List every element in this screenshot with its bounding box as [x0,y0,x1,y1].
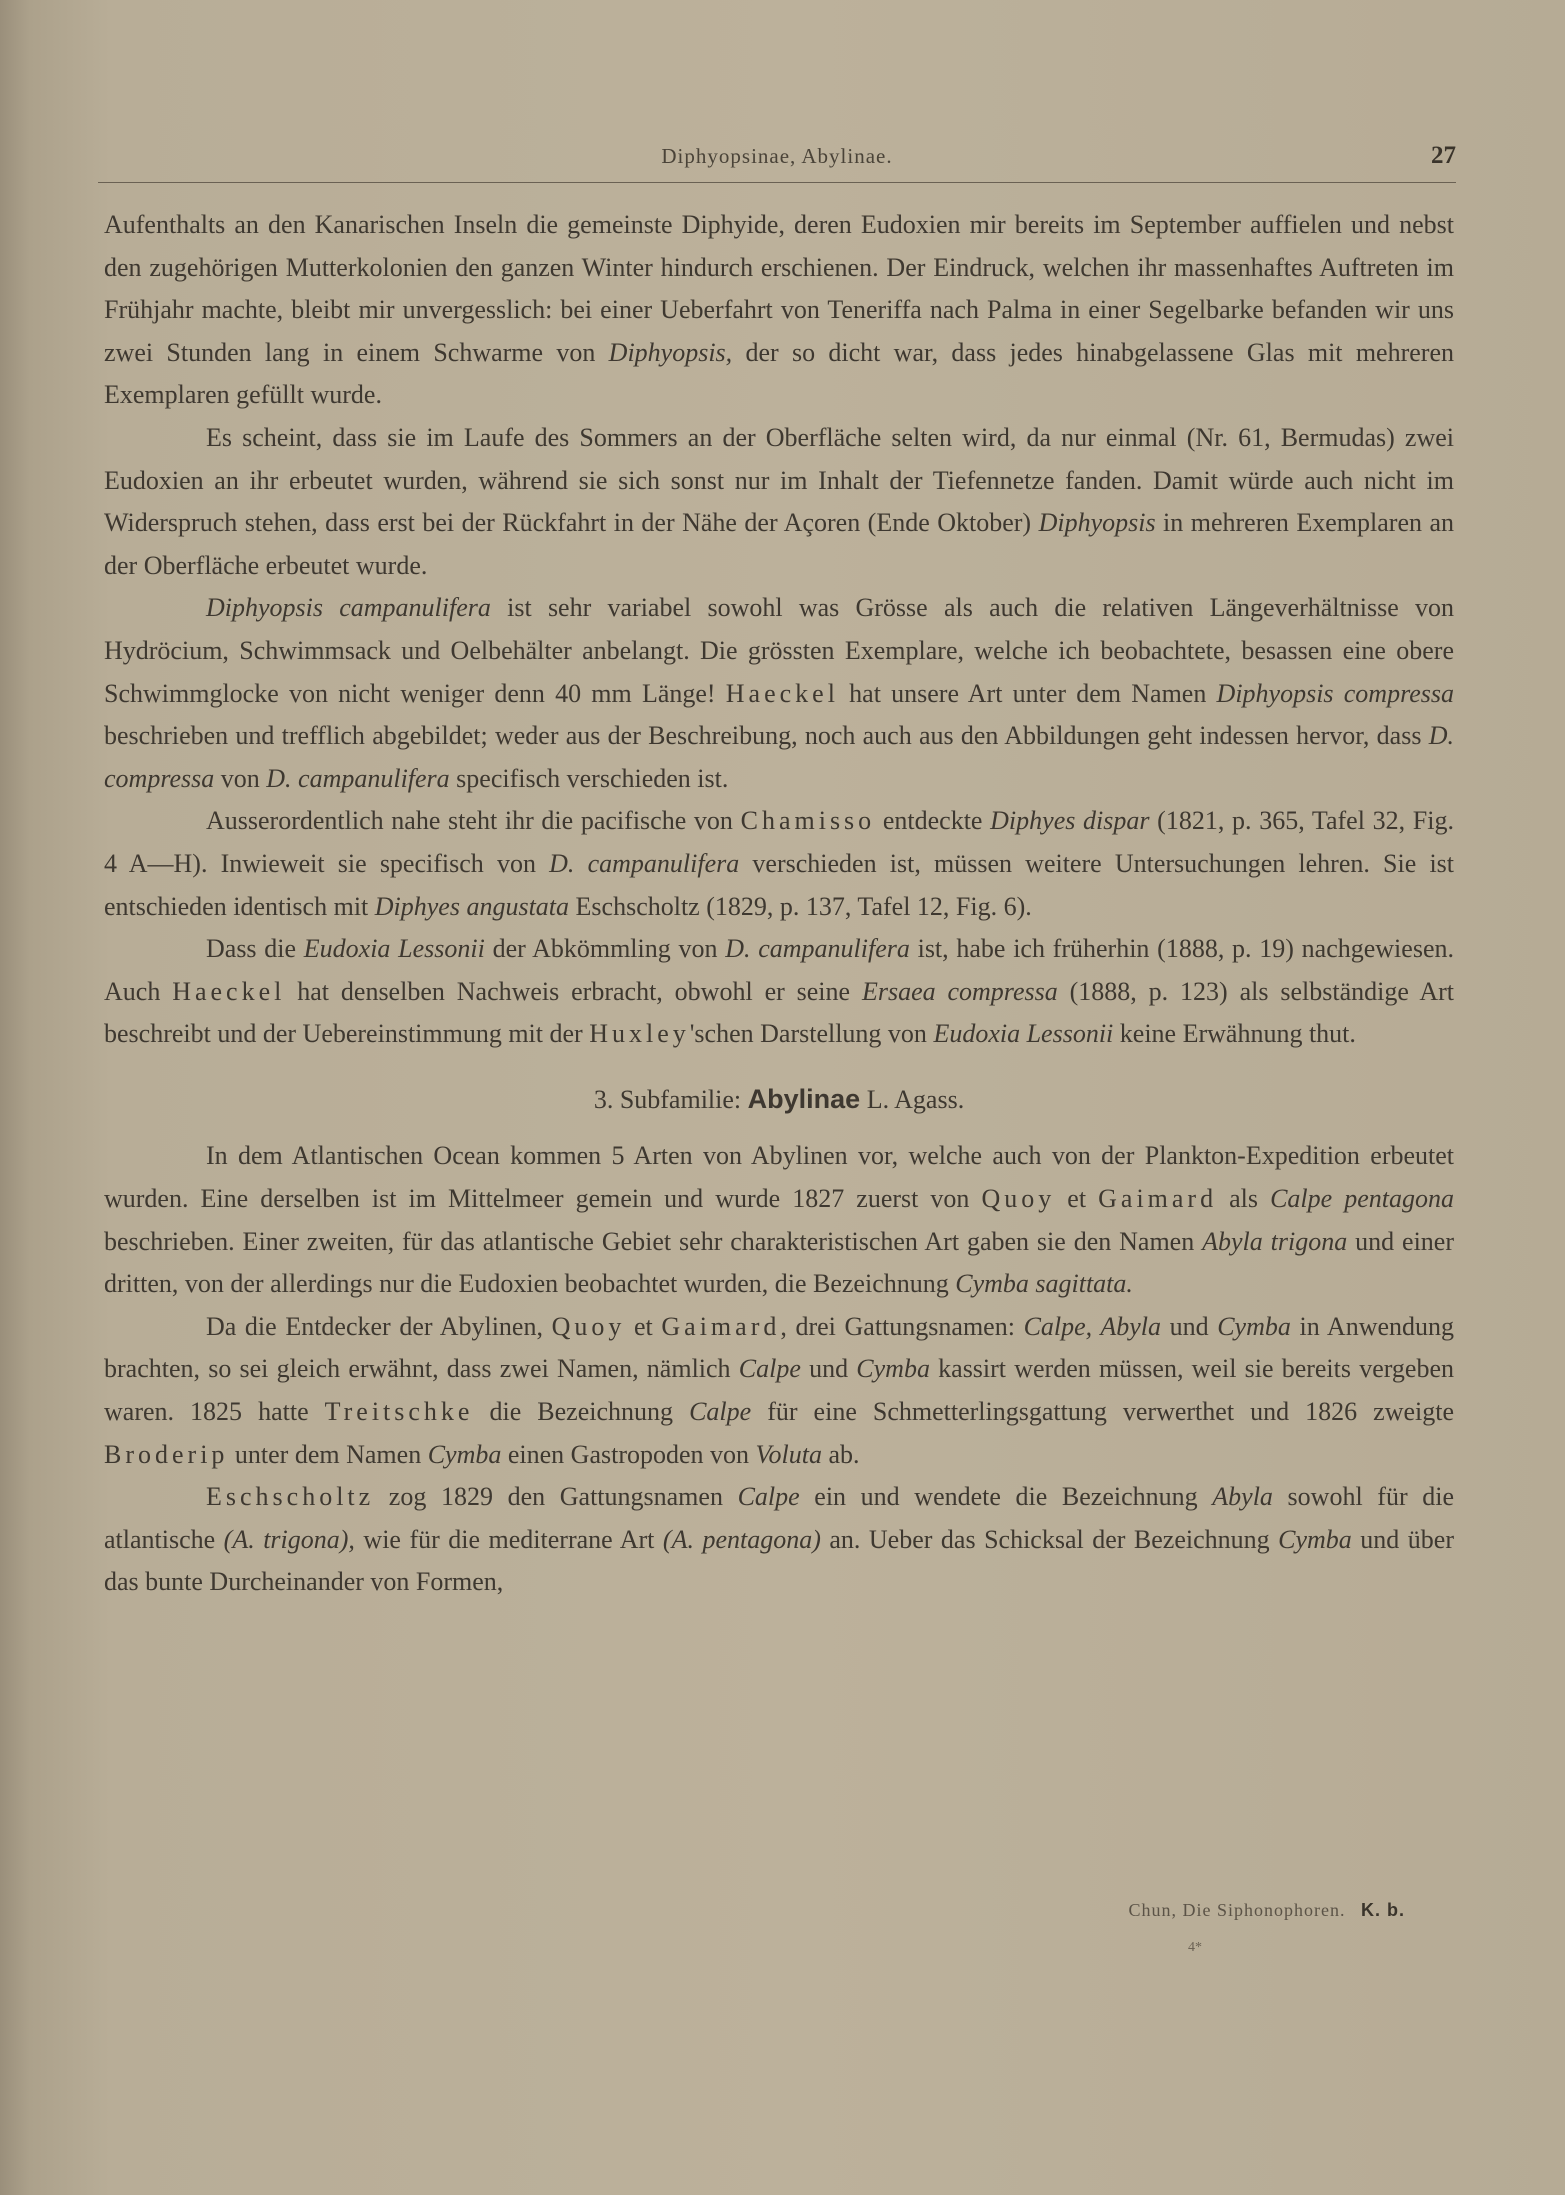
text-run: als [1217,1184,1271,1214]
text-run: et [1055,1184,1099,1214]
italic-text: Voluta [755,1439,822,1469]
italic-text: Calpe, Abyla [1023,1311,1161,1341]
spaced-name: Haeckel [172,976,286,1006]
text-run: , drei Gattungsnamen: [780,1311,1024,1341]
italic-text: (A. trigona), [223,1524,355,1554]
text-run: ein und wendete die Bezeichnung [799,1482,1213,1512]
paragraph [104,1135,1454,1305]
text-run: hat denselben Nachweis erbracht, obwohl er seine [285,976,862,1006]
section-name: Abylinae [747,1083,861,1114]
italic-text: Cymba [1217,1311,1291,1341]
text-run: ist, habe ich früherhin (1888, p. 19) nachgewiesen. Auch [104,934,1454,1006]
spaced-name: Quoy [551,1311,626,1341]
signature-line [1129,1900,1406,1921]
paragraph [104,587,1454,800]
italic-text: Ersaea compressa [861,976,1058,1006]
text-run: der so dicht war, dass jedes hinabgelassene Glas mit mehreren Exemplaren gefüllt wurde. [104,337,1454,410]
text-run: Eschscholtz (1829, p. 137, Tafel 12, Fig. 6). [569,891,1032,921]
text-run: sowohl für die atlantische [104,1482,1455,1554]
text-run: an. Ueber das Schicksal der Bezeichnung [820,1524,1279,1554]
spaced-name: Treitschke [324,1397,474,1427]
italic-text: Diphyopsis compressa [1216,678,1455,708]
italic-text: Calpe [689,1397,752,1427]
italic-text: Abyla trigona [1202,1226,1348,1256]
paragraph [104,1476,1454,1604]
italic-text: D. campanulifera [725,934,910,964]
text-run: et [625,1311,662,1341]
italic-text: Diphyopsis, [608,337,733,367]
text-run: (1888, p. 123) als selbständige Art beschreibt und der Uebereinstimmung mit der [104,976,1454,1049]
italic-text: Cymba [856,1354,930,1384]
italic-text: Diphyes angustata [374,891,570,921]
spaced-name: Haeckel [725,678,839,708]
text-run: und [800,1354,857,1384]
italic-text: Diphyopsis campanulifera [206,593,491,623]
text-run: (1821, p. 365, Tafel 32, Fig. 4 A—H). Inwieweit sie specifisch von [104,806,1454,878]
text-run: verschieden ist, müssen weitere Untersuchungen lehren. Sie ist entschieden identisch mit [104,848,1455,921]
paragraph [104,928,1454,1056]
text-run: für eine Schmetterlingsgattung verwerthet und 1826 zweigte [751,1397,1454,1427]
italic-text: Eudoxia Lessonii [303,934,485,964]
italic-text: Abyla [1212,1482,1273,1512]
italic-text: (A. pentagona) [662,1524,821,1554]
sheet-mark: 4* [1188,1940,1202,1955]
text-run: kassirt werden müssen, weil sie bereits vergeben waren. 1825 hatte [104,1354,1455,1427]
page-header [98,142,1456,183]
text-run: ist sehr variabel sowohl was Grösse als auch die relativen Längeverhältnisse von Hydröcium, Schwimmsack und Oelbehälter anbelangt. Die grössten Exemplare, welche ich beobachtete, besassen eine obere Schwimmglocke von nicht weniger denn 40 mm Länge! [104,593,1454,708]
text-run: und [1160,1311,1218,1341]
italic-text: D. campanulifera [266,763,450,793]
text-run: 'schen Darstellung von [689,1019,934,1049]
page-number: 27 [1431,142,1456,169]
text-run: von [214,763,267,793]
italic-text: Calpe [737,1482,800,1512]
paragraph [104,1306,1454,1476]
italic-text: D. campanulifera [549,848,740,878]
text-run: die Bezeichnung [473,1397,690,1427]
text-block-diphyopsinae [104,204,1454,1056]
text-run: und über das bunte Durcheinander von Formen, [104,1524,1454,1597]
spaced-name: Gaimard [1098,1184,1218,1214]
signature-text: Chun, Die Siphonophoren. [1128,1900,1346,1920]
paragraph [104,417,1454,587]
spaced-name: Broderip [104,1439,229,1469]
signature-mark: K. b. [1361,1900,1405,1920]
text-run: Es scheint, dass sie im Laufe des Sommers an der Oberfläche selten wird, da nur einmal (Nr. 61, Bermudas) zwei Eudoxien an ihr erbeutet wurden, während sie sich sonst nur im Inhalt der Tiefennetze fanden. Damit würde auch nicht im Widerspruch stehen, dass erst bei der Rückfahrt in der Nähe der Açoren (Ende Oktober) [104,422,1454,538]
italic-text: Cymba [427,1439,502,1469]
text-run: beschrieben und trefflich abgebildet; weder aus der Beschreibung, noch auch aus den Abbildungen geht indessen hervor, dass [104,721,1429,751]
spaced-name: Eschscholtz [206,1482,375,1512]
text-run: hat unsere Art unter dem Namen [838,678,1217,708]
section-number: 3. Subfamilie: [593,1084,742,1114]
italic-text: Cymba [1278,1524,1352,1554]
italic-text: Calpe pentagona [1270,1184,1454,1214]
text-run: in mehreren Exemplaren an der Oberfläche erbeutet wurde. [104,508,1454,580]
text-run: Ausserordentlich nahe steht ihr die pacifische von [206,806,741,836]
text-run: und einer dritten, von der allerdings nur die Eudoxien beobachtet wurden, die Bezeichnung [104,1226,1454,1299]
italic-text: Cymba sagittata. [955,1269,1133,1299]
spaced-name: Huxley [589,1019,690,1049]
spaced-name: Chamisso [740,806,876,836]
text-run: ab. [821,1439,860,1469]
paragraph [104,800,1454,928]
section-author: L. Agass. [866,1084,965,1114]
paragraph [104,204,1454,417]
italic-text: Calpe [738,1354,801,1384]
text-run: keine Erwähnung thut. [1113,1019,1356,1049]
text-run: Da die Entdecker der Abylinen, [206,1311,552,1341]
text-run: Aufenthalts an den Kanarischen Inseln die gemeinste Diphyide, deren Eudoxien mir bereits im September auffielen und nebst den zugehörigen Mutterkolonien den ganzen Winter hindurch erschienen. Der Eindruck, welchen ihr massenhaftes Auftreten im Frühjahr machte, bleibt mir unvergesslich: bei einer Ueberfahrt von Teneriffa nach Palma in einer Segelbarke befanden wir uns zwei Stunden lang in einem Schwarme von [104,210,1454,367]
text-run: Dass die [206,934,304,964]
text-run: specifisch verschieden ist. [449,763,729,793]
body-text [104,204,1454,1604]
text-run: entdeckte [875,806,991,836]
text-run: zog 1829 den Gattungsnamen [374,1482,738,1512]
text-run: beschrieben. Einer zweiten, für das atlantische Gebiet sehr charakteristischen Art gaben sie den Namen [104,1226,1203,1256]
italic-text: Diphyes dispar [990,806,1150,836]
running-title: Diphyopsinae, Abylinae. [661,144,893,168]
text-run: In dem Atlantischen Ocean kommen 5 Arten von Abylinen vor, welche auch von der Plankton-Expedition erbeutet wurden. Eine derselben ist im Mittelmeer gemein und wurde 1827 zuerst von [104,1141,1454,1214]
text-block-abylinae [104,1135,1454,1604]
text-run: unter dem Namen [228,1439,428,1469]
text-run: einen Gastropoden von [501,1439,756,1469]
section-heading [104,1078,1454,1122]
text-run: der Abkömmling von [484,934,726,964]
text-run: wie für die mediterrane Art [354,1524,663,1554]
italic-text: D. compressa [104,721,1454,793]
italic-text: Eudoxia Lessonii [933,1019,1114,1049]
text-run: in Anwendung brachten, so sei gleich erwähnt, dass zwei Namen, nämlich [104,1311,1455,1384]
spaced-name: Quoy [981,1184,1056,1214]
spaced-name: Gaimard [661,1311,781,1341]
italic-text: Diphyopsis [1038,508,1156,538]
